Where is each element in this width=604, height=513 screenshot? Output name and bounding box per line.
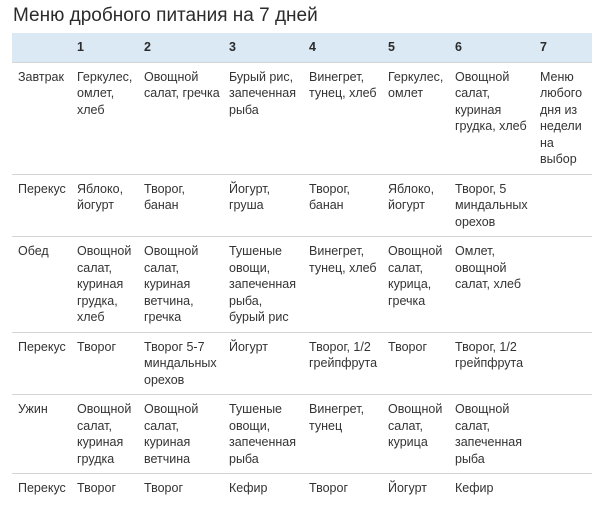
table-cell-day-6: Творог, 5 миндальных орехов (455, 181, 528, 229)
table-cell-day-5: Геркулес, омлет (388, 69, 444, 100)
column-header-meal (12, 33, 73, 62)
table-row (12, 237, 592, 333)
row-header-meal: Перекус (18, 181, 66, 196)
table-cell-day-2: Овощной салат, куриная ветчина, гречка (144, 244, 199, 324)
table-cell-day-3: Тушеные овощи, запеченная рыба (229, 402, 296, 466)
table-cell-day-1: Творог (77, 339, 117, 354)
table-cell-day-4: Винегрет, тунец, хлеб (309, 69, 377, 100)
table-cell-day-4: Винегрет, тунец, хлеб (309, 244, 377, 275)
meal-plan-table (12, 33, 592, 503)
row-header-meal: Завтрак (18, 69, 64, 84)
table-cell-day-6: Овощной салат, куриная грудка, хлеб (455, 69, 527, 133)
table-cell-day-3: Бурый рис, запеченная рыба (229, 69, 296, 117)
table-cell-day-7 (536, 174, 592, 237)
row-header-meal: Обед (18, 244, 49, 258)
table-cell-day-1: Овощной салат, куриная грудка, хлеб (77, 244, 132, 324)
column-header-day-7: 7 (540, 40, 547, 54)
column-header-day-1: 1 (77, 40, 84, 54)
table-header-row (12, 33, 592, 62)
page-title: Меню дробного питания на 7 дней (13, 5, 318, 26)
table-cell-day-5: Творог (388, 339, 428, 354)
table-cell-day-2: Творог (144, 481, 184, 495)
table-row (12, 395, 592, 474)
table-cell-day-2: Творог, банан (144, 181, 185, 212)
table-cell-day-7 (536, 474, 592, 503)
table-cell-day-1: Овощной салат, куриная грудка (77, 402, 132, 466)
row-header-meal: Перекус (18, 339, 66, 354)
table-row (12, 332, 592, 395)
table-cell-day-3: Тушеные овощи, запеченная рыба, бурый рис (229, 244, 296, 324)
table-cell-day-2: Творог 5-7 миндальных орехов (144, 339, 217, 387)
column-header-day-2: 2 (144, 40, 151, 54)
table-cell-day-2: Овощной салат, куриная ветчина (144, 402, 199, 466)
table-cell-day-3: Йогурт, груша (229, 181, 271, 212)
table-cell-day-7: Меню любого дня из недели на выбор (540, 69, 583, 166)
column-header-day-3: 3 (229, 40, 236, 54)
table-cell-day-5: Йогурт (388, 481, 428, 495)
column-header-day-5: 5 (388, 40, 395, 54)
table-cell-day-2: Овощной салат, гречка (144, 69, 220, 100)
table-cell-day-6: Омлет, овощной салат, хлеб (455, 244, 521, 291)
table-cell-day-4: Винегрет, тунец (309, 402, 365, 433)
table-cell-day-6: Овощной салат, запеченная рыба (455, 402, 522, 466)
table-cell-day-7 (536, 332, 592, 395)
column-header-day-4: 4 (309, 40, 316, 54)
table-row (12, 62, 592, 174)
table-cell-day-4: Творог (309, 481, 349, 495)
table-cell-day-1: Геркулес, омлет, хлеб (77, 69, 133, 117)
table-row (12, 174, 592, 237)
table-cell-day-5: Овощной салат, курица, гречка (388, 244, 443, 308)
table-cell-day-7 (536, 395, 592, 474)
row-header-meal: Ужин (18, 402, 48, 416)
table-cell-day-4: Творог, банан (309, 181, 350, 212)
table-cell-day-7 (536, 237, 592, 333)
table-cell-day-4: Творог, 1/2 грейпфрута (309, 339, 378, 370)
row-header-meal: Перекус (18, 481, 66, 495)
table-cell-day-5: Овощной салат, курица (388, 402, 443, 449)
table-cell-day-6: Кефир (455, 481, 494, 495)
table-cell-day-6: Творог, 1/2 грейпфрута (455, 339, 524, 370)
table-cell-day-5: Яблоко, йогурт (388, 181, 435, 212)
table-cell-day-3: Кефир (229, 481, 268, 495)
table-cell-day-1: Яблоко, йогурт (77, 181, 124, 212)
column-header-day-6: 6 (455, 40, 462, 54)
table-cell-day-1: Творог (77, 481, 117, 495)
table-row (12, 474, 592, 503)
table-cell-day-3: Йогурт (229, 339, 269, 354)
